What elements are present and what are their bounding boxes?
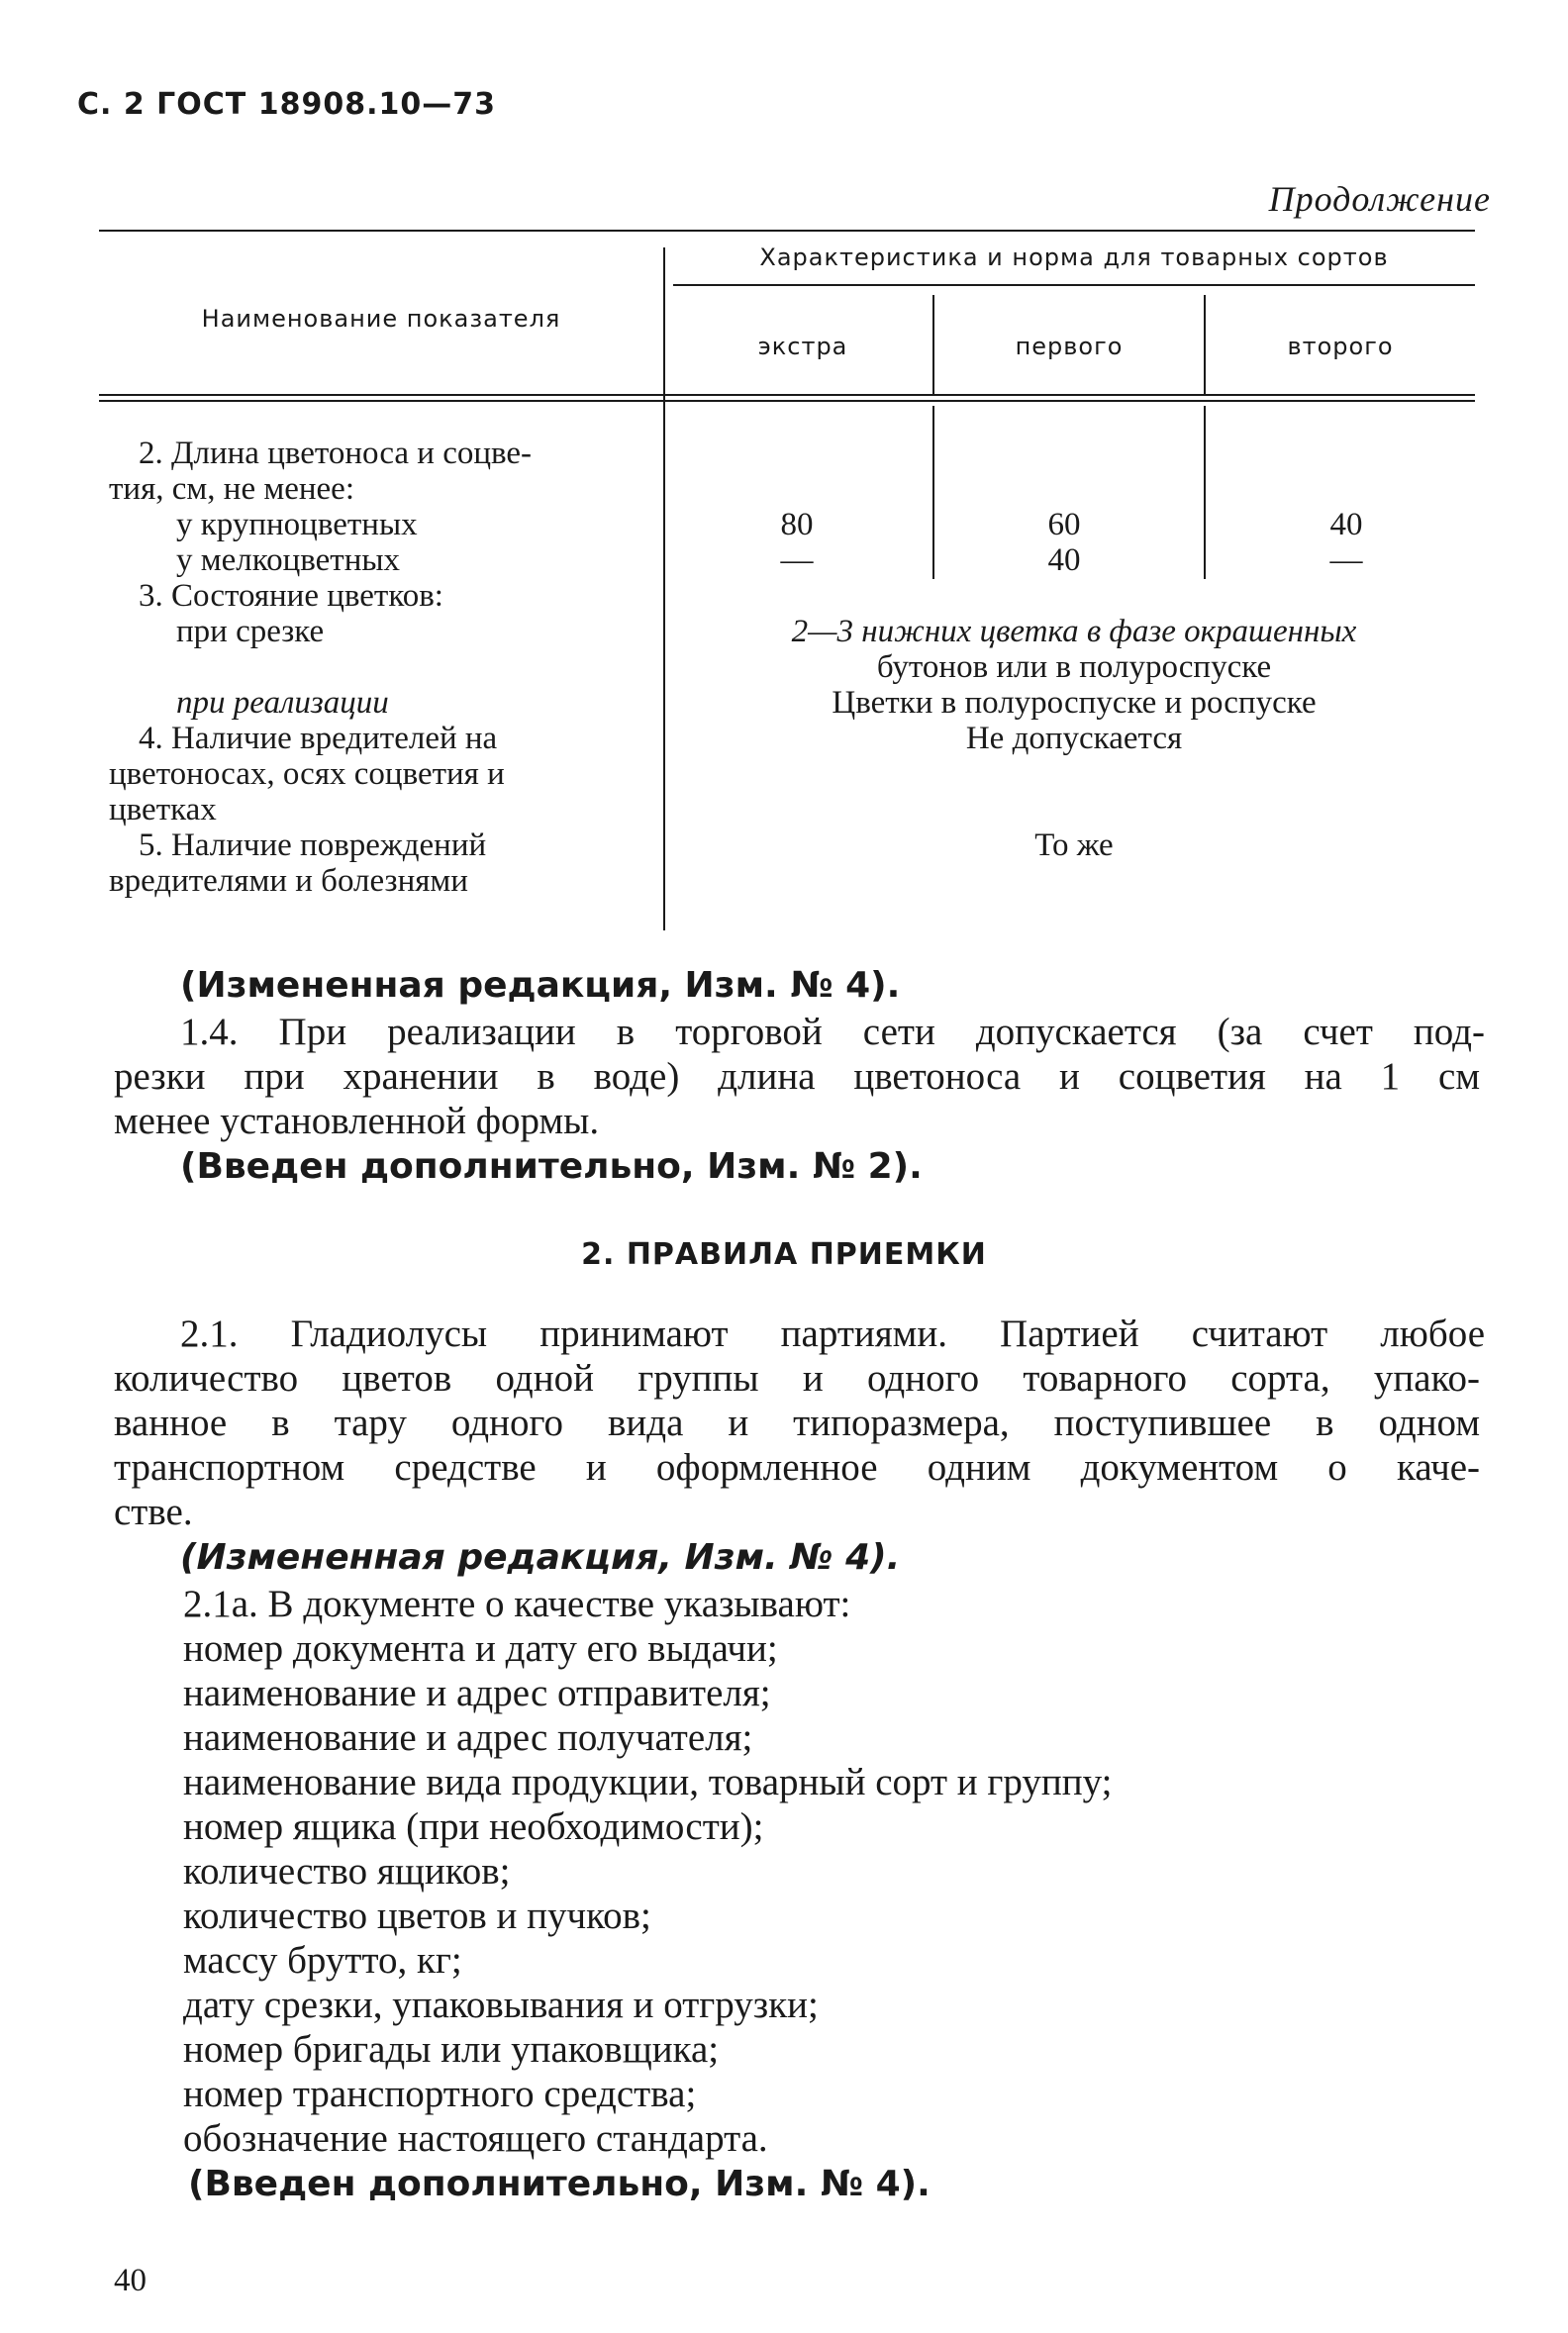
paragraph-2-1a-intro: 2.1а. В документе о качестве указывают: (183, 1583, 851, 1625)
amendment-note-1: (Измененная редакция, Изм. № 4). (180, 965, 901, 1006)
list-item: обозначение настоящего стандарта. (183, 2117, 768, 2160)
row-pests-line1: 4. Наличие вредителей на (139, 721, 498, 756)
list-item: дату срезки, упаковывания и отгрузки; (183, 1984, 819, 2026)
value-pests: Не допускается (965, 721, 1183, 756)
row-pests-line3: цветках (109, 792, 217, 827)
paragraph-2-1-line2: количество цветов одной группы и одного товарного сорта, упако- (114, 1357, 1480, 1400)
section-title: 2. ПРАВИЛА ПРИЕМКИ (581, 1237, 987, 1272)
list-item: номер бригады или упаковщика; (183, 2028, 720, 2071)
column-header-name: Наименование показателя (201, 305, 561, 333)
row-length-large: у крупноцветных (176, 507, 418, 542)
value-condition-sale: Цветки в полуроспуске и роспуске (832, 685, 1317, 721)
amendment-note-2: (Введен дополнительно, Изм. № 2). (180, 1146, 923, 1187)
list-item: номер транспортного средства; (183, 2073, 697, 2115)
paragraph-2-1-line1: 2.1. Гладиолусы принимают партиями. Партией считают любое (180, 1312, 1485, 1355)
amendment-note-3: (Измененная редакция, Изм. № 4). (180, 1537, 901, 1578)
column-header-first: первого (1015, 333, 1124, 360)
row-pests-line2: цветоносах, осях соцветия и (109, 756, 505, 792)
paragraph-1-4-line1: 1.4. При реализации в торговой сети допускается (за счет под- (180, 1011, 1485, 1053)
list-item: количество ящиков; (183, 1850, 511, 1893)
list-item: наименование вида продукции, товарный сорт и группу; (183, 1761, 1113, 1803)
list-item: номер ящика (при необходимости); (183, 1805, 764, 1848)
header-bottom-rule-2 (99, 400, 1475, 402)
row-length-line1: 2. Длина цветоноса и соцве- (139, 436, 533, 471)
paragraph-1-4-line2: резки при хранении в воде) длина цветоноса и соцветия на 1 см (114, 1055, 1480, 1098)
list-item: наименование и адрес отправителя; (183, 1672, 771, 1714)
row-condition-sale: при реализации (176, 685, 389, 721)
value-small-second: — (1329, 542, 1363, 578)
paragraph-1-4-line3: менее установленной формы. (114, 1100, 600, 1142)
column-header-group: Характеристика и норма для товарных сортов (759, 243, 1389, 271)
paragraph-2-1-line3: ванное в тару одного вида и типоразмера, поступившее в одном (114, 1402, 1480, 1444)
value-damage: То же (1034, 827, 1114, 863)
row-length-line2: тия, см, не менее: (109, 471, 354, 507)
value-large-first: 60 (1047, 507, 1081, 542)
column-header-second: второго (1287, 333, 1394, 360)
column-divider-grade-1-body (932, 406, 934, 579)
table-top-rule (99, 230, 1475, 232)
row-damage-line2: вредителями и болезнями (109, 863, 468, 899)
page-number: 40 (114, 2263, 147, 2298)
list-item: массу брутто, кг; (183, 1939, 462, 1982)
value-large-extra: 80 (780, 507, 814, 542)
value-condition-cut-1: 2—3 нижних цветка в фазе окрашенных (791, 614, 1357, 649)
row-damage-line1: 5. Наличие повреждений (139, 827, 487, 863)
column-divider-main (663, 247, 665, 930)
paragraph-2-1-line4: транспортном средстве и оформленное одним документом о каче- (114, 1446, 1480, 1489)
column-header-extra: экстра (757, 333, 848, 360)
value-small-first: 40 (1047, 542, 1081, 578)
group-header-rule (673, 284, 1475, 286)
continuation-label: Продолжение (1268, 179, 1491, 219)
row-condition-cut: при срезке (176, 614, 325, 649)
list-item: наименование и адрес получателя; (183, 1716, 753, 1759)
value-condition-cut-2: бутонов или в полуроспуске (876, 649, 1272, 685)
column-divider-grade-2-body (1204, 406, 1206, 579)
amendment-note-4: (Введен дополнительно, Изм. № 4). (188, 2164, 931, 2204)
list-item: количество цветов и пучков; (183, 1895, 651, 1937)
row-condition-line1: 3. Состояние цветков: (139, 578, 443, 614)
paragraph-2-1-line5: стве. (114, 1491, 193, 1533)
header-bottom-rule (99, 394, 1475, 396)
running-head: С. 2 ГОСТ 18908.10—73 (77, 87, 496, 122)
row-length-small: у мелкоцветных (176, 542, 401, 578)
value-small-extra: — (780, 542, 814, 578)
list-item: номер документа и дату его выдачи; (183, 1627, 778, 1670)
value-large-second: 40 (1329, 507, 1363, 542)
